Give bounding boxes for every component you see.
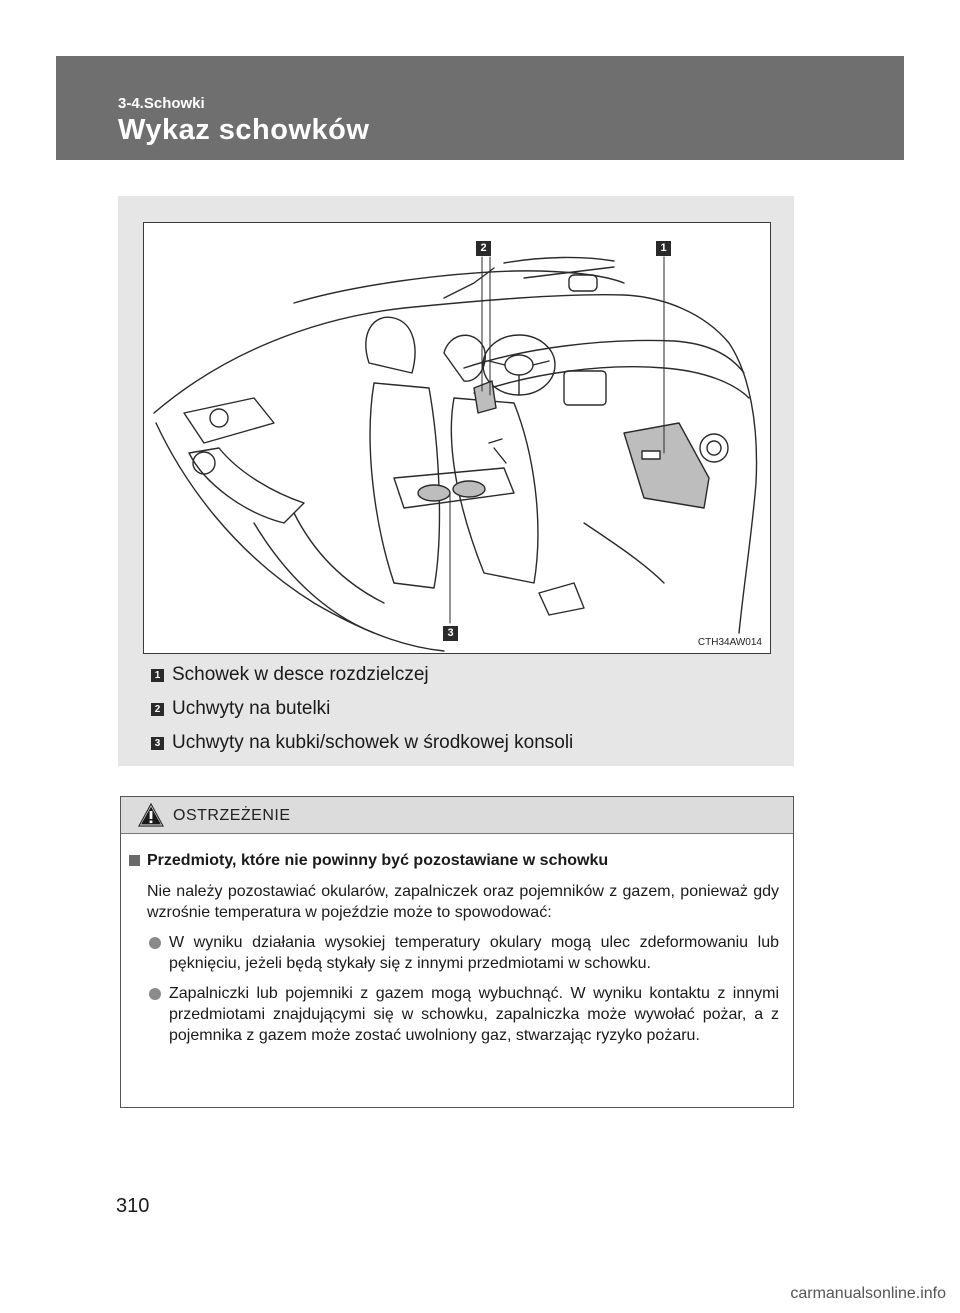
page-number: 310 — [116, 1195, 150, 1217]
callout-2: 2 — [476, 241, 491, 256]
legend-text: Uchwyty na butelki — [172, 698, 331, 719]
legend-number: 1 — [151, 669, 164, 682]
warning-box — [120, 796, 794, 1108]
callout-3: 3 — [443, 626, 458, 641]
figure-code: CTH34AW014 — [697, 637, 762, 648]
warning-bullet-text: Zapalniczki lub pojemniki z gazem mogą wybuchnąć. W wyniku kontaktu z innymi przedmiotami znajdującymi się w schowku, zapalniczka może wywołać pożar, a z pojemnika z gazem może zostać uwolniony gaz, stwarzając ryzyko pożaru. — [169, 985, 779, 1044]
figure-panel — [118, 196, 794, 766]
legend-number: 2 — [151, 703, 164, 716]
section-label: 3-4.Schowki — [118, 95, 205, 112]
callout-1: 1 — [656, 241, 671, 256]
car-interior-illustration — [143, 222, 771, 654]
page-header — [56, 56, 904, 160]
warning-triangle-icon — [138, 803, 164, 827]
car-interior-drawing — [144, 223, 770, 653]
warning-intro: Nie należy pozostawiać okularów, zapalniczek oraz pojemników z gazem, ponieważ gdy wzrośnie temperatura w pojeździe może to spowodować: — [147, 883, 779, 921]
legend-number: 3 — [151, 737, 164, 750]
warning-body — [129, 850, 779, 1046]
legend-text: Schowek w desce rozdzielczej — [172, 664, 429, 685]
page-title: Wykaz schowków — [118, 114, 370, 146]
bullet-dot-icon — [149, 937, 161, 949]
warning-bullet-text: W wyniku działania wysokiej temperatury okulary mogą ulec zdeformowaniu lub pęknięciu, jeżeli będą stykały się z innymi przedmiotami w schowku. — [169, 934, 779, 972]
watermark-text: carmanualsonline.info — [790, 1285, 946, 1302]
square-bullet-icon — [129, 855, 140, 866]
warning-label: OSTRZEŻENIE — [173, 807, 291, 824]
warning-heading — [129, 850, 779, 871]
warning-bullet — [129, 983, 779, 1046]
warning-header — [121, 797, 793, 834]
bullet-dot-icon — [149, 988, 161, 1000]
warning-heading-text: Przedmioty, które nie powinny być pozostawiane w schowku — [147, 852, 609, 869]
warning-bullet — [129, 932, 779, 974]
legend-text: Uchwyty na kubki/schowek w środkowej konsoli — [172, 732, 574, 753]
